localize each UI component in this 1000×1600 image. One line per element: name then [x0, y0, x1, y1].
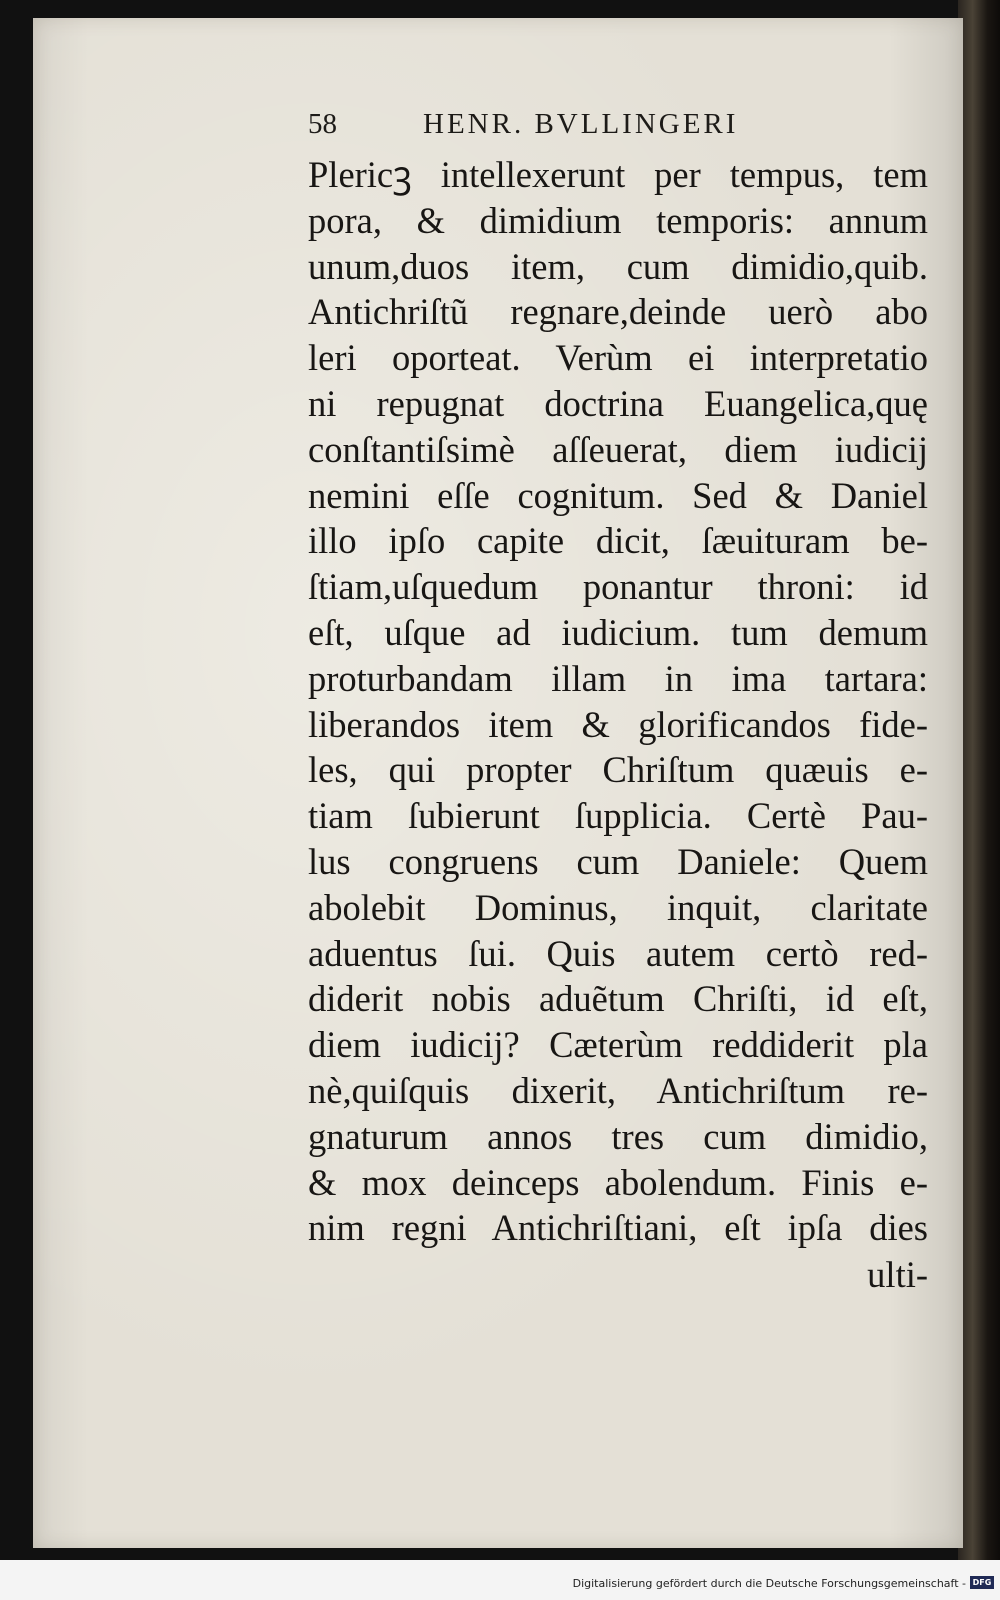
page-number: 58 [308, 108, 337, 140]
text-line: unum,duos item, cum dimidio,quib. [308, 245, 928, 287]
text-line: proturbandam illam in ima tartara: [308, 657, 928, 699]
text-line: diderit nobis aduẽtum Chriſti, id eſt, [308, 978, 928, 1020]
text-line: Plericꝫ intellexerunt per tempus, tem [308, 154, 928, 195]
catchword: ulti- [867, 1254, 928, 1295]
text-line: nim regni Antichriſtiani, eſt ipſa dies [308, 1207, 928, 1249]
text-line: diem iudicij? Cæterùm reddiderit pla [308, 1024, 928, 1066]
text-line: leri oporteat. Verùm ei interpretatio [308, 337, 928, 379]
text-line: aduentus ſui. Quis autem certò red- [308, 932, 928, 974]
text-line: lus congruens cum Daniele: Quem [308, 840, 928, 882]
text-line: & mox deinceps abolendum. Finis e- [308, 1161, 928, 1203]
text-line: liberandos item & glorificandos fide- [308, 703, 928, 745]
text-line: eſt, uſque ad iudicium. tum demum [308, 611, 928, 653]
text-line: nè,quiſquis dixerit, Antichriſtum re- [308, 1069, 928, 1111]
text-line: les, qui propter Chriſtum quæuis e- [308, 749, 928, 791]
text-line: nemini eſſe cognitum. Sed & Daniel [308, 474, 928, 516]
body-text [308, 152, 928, 1251]
text-line: Antichriſtũ regnare,deinde uerò abo [308, 291, 928, 333]
funding-credit: Digitalisierung gefördert durch die Deutsche Forschungsgemeinschaft - [572, 1577, 966, 1590]
dfg-logo: DFG [970, 1576, 994, 1589]
running-head [308, 108, 828, 148]
text-line: ni repugnat doctrina Euangelica,quę [308, 382, 928, 424]
text-line: conſtantiſsimè aſſeuerat, diem iudicij [308, 428, 928, 470]
book-edge [958, 0, 1000, 1560]
text-line: illo ipſo capite dicit, ſæuituram be- [308, 520, 928, 562]
text-line: tiam ſubierunt ſupplicia. Certè Pau- [308, 795, 928, 837]
text-line: gnaturum annos tres cum dimidio, [308, 1115, 928, 1157]
text-line: pora, & dimidium temporis: annum [308, 199, 928, 241]
text-line: abolebit Dominus, inquit, claritate [308, 886, 928, 928]
running-title: HENR. BVLLINGERI [423, 108, 739, 140]
text-line: ſtiam,uſquedum ponantur throni: id [308, 566, 928, 608]
